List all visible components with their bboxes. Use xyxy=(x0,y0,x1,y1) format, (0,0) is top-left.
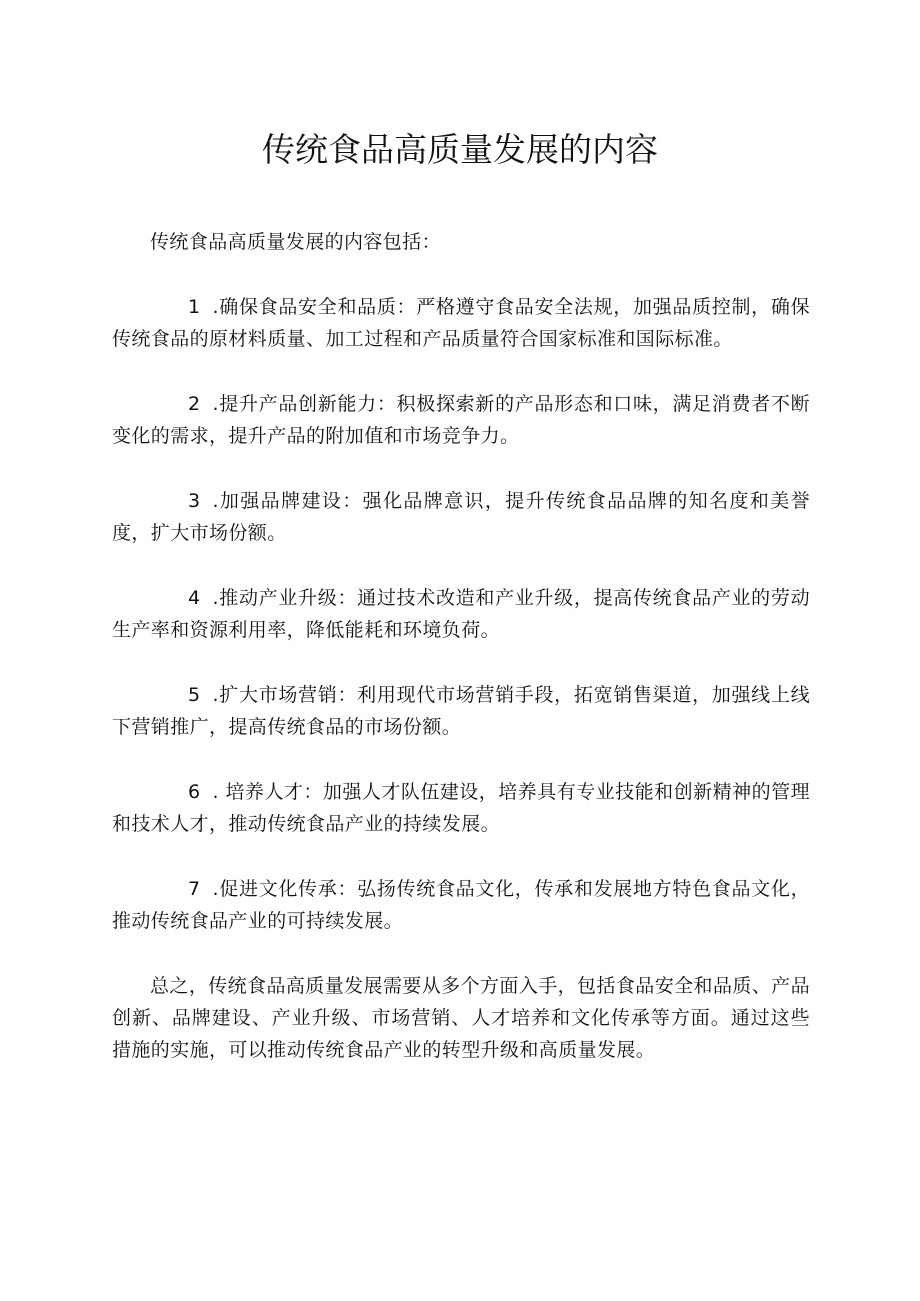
list-item xyxy=(112,388,810,452)
item-text: . 培养人才：加强人才队伍建设，培养具有专业技能和创新精神的管理和技术人才，推动传统食品产业的持续发展。 xyxy=(112,781,810,835)
list-item xyxy=(112,679,810,743)
document-body xyxy=(112,226,810,1099)
list-item xyxy=(112,485,810,549)
list-item xyxy=(112,873,810,937)
list-item xyxy=(112,582,810,646)
item-text: .推动产业升级：通过技术改造和产业升级，提高传统食品产业的劳动生产率和资源利用率，降低能耗和环境负荷。 xyxy=(112,587,810,641)
item-number: 3 xyxy=(188,490,201,512)
list-item xyxy=(112,291,810,355)
item-number: 7 xyxy=(188,878,201,900)
item-number: 6 xyxy=(188,781,201,803)
item-number: 4 xyxy=(188,587,201,609)
item-text: .扩大市场营销：利用现代市场营销手段，拓宽销售渠道，加强线上线下营销推广，提高传统食品的市场份额。 xyxy=(112,684,810,738)
list-item xyxy=(112,776,810,840)
intro-paragraph: 传统食品高质量发展的内容包括： xyxy=(150,231,442,253)
item-text: .加强品牌建设：强化品牌意识，提升传统食品品牌的知名度和美誉度，扩大市场份额。 xyxy=(112,490,810,544)
item-text: .促进文化传承：弘扬传统食品文化，传承和发展地方特色食品文化，推动传统食品产业的可持续发展。 xyxy=(112,878,810,932)
conclusion-paragraph: 总之，传统食品高质量发展需要从多个方面入手，包括食品安全和品质、产品创新、品牌建设、产业升级、市场营销、人才培养和文化传承等方面。通过这些措施的实施，可以推动传统食品产业的转型升级和高质量发展。 xyxy=(112,975,810,1061)
item-text: .提升产品创新能力：积极探索新的产品形态和口味，满足消费者不断变化的需求，提升产品的附加值和市场竞争力。 xyxy=(112,393,810,447)
item-number: 1 xyxy=(188,296,201,318)
item-number: 5 xyxy=(188,684,201,706)
item-text: .确保食品安全和品质：严格遵守食品安全法规，加强品质控制，确保传统食品的原材料质量、加工过程和产品质量符合国家标准和国际标准。 xyxy=(112,296,810,350)
document-title: 传统食品高质量发展的内容 xyxy=(262,130,658,169)
item-number: 2 xyxy=(188,393,201,415)
